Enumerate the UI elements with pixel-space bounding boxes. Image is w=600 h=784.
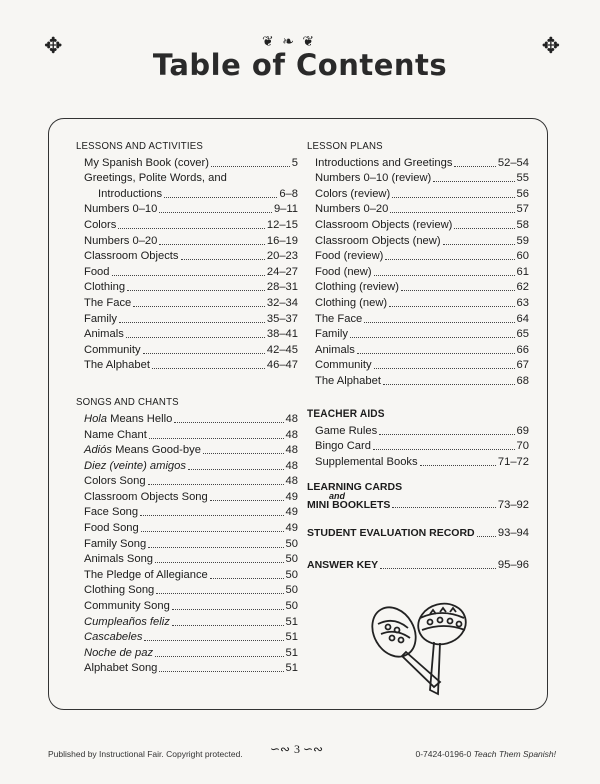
toc-entry-title: The Alphabet bbox=[315, 374, 381, 387]
toc-entry-page: 49 bbox=[285, 490, 298, 503]
dot-leader bbox=[392, 197, 514, 198]
dot-leader bbox=[401, 290, 515, 291]
dot-leader bbox=[380, 568, 496, 569]
toc-entry bbox=[76, 519, 298, 535]
toc-entry-page: 58 bbox=[516, 218, 529, 231]
toc-entry-page: 66 bbox=[516, 343, 529, 356]
toc-entry-title: Family bbox=[84, 312, 117, 325]
toc-entry-page: 48 bbox=[285, 459, 298, 472]
toc-entry-title bbox=[84, 490, 208, 504]
toc-entry-page: 48 bbox=[285, 412, 298, 425]
toc-entry bbox=[76, 170, 298, 186]
toc-entry-title-text: Alphabet Song bbox=[84, 662, 158, 675]
dot-leader bbox=[172, 625, 284, 626]
toc-entry bbox=[76, 154, 298, 170]
toc-entry-title: Introductions and Greetings bbox=[315, 156, 453, 169]
toc-entry-page: 16–19 bbox=[266, 234, 298, 247]
dot-leader bbox=[156, 593, 283, 594]
toc-entry bbox=[76, 279, 298, 295]
toc-entry-page: 42–45 bbox=[266, 343, 298, 356]
toc-entry-page: 63 bbox=[516, 296, 529, 309]
toc-entry bbox=[76, 294, 298, 310]
learning-cards-label: LEARNING CARDS bbox=[307, 480, 403, 493]
dot-leader bbox=[141, 531, 284, 532]
toc-entry-page: 68 bbox=[516, 374, 529, 387]
toc-entry bbox=[307, 438, 529, 454]
toc-entry bbox=[76, 232, 298, 248]
toc-entry bbox=[76, 357, 298, 373]
dot-leader bbox=[477, 536, 496, 537]
toc-entry bbox=[76, 488, 298, 504]
section-heading-songs: SONGS AND CHANTS bbox=[76, 396, 179, 409]
toc-entry-page: 50 bbox=[285, 568, 298, 581]
toc-entry-page: 48 bbox=[285, 428, 298, 441]
dot-leader bbox=[420, 465, 496, 466]
dot-leader bbox=[159, 212, 272, 213]
left-column bbox=[76, 138, 298, 675]
learning-cards-page: 73–92 bbox=[497, 498, 529, 511]
answer-key-entry bbox=[307, 556, 529, 572]
toc-entry-italic-title: Cumpleaños feliz bbox=[84, 615, 170, 628]
toc-entry-title: Animals bbox=[84, 328, 124, 341]
toc-entry bbox=[307, 279, 529, 295]
section-heading-teacher-aids: TEACHER AIDS bbox=[307, 407, 385, 420]
dot-leader bbox=[118, 228, 265, 229]
toc-entry bbox=[307, 294, 529, 310]
toc-entry bbox=[76, 248, 298, 264]
toc-entry-page: 5 bbox=[291, 156, 298, 169]
dot-leader bbox=[181, 259, 265, 260]
toc-entry bbox=[307, 357, 529, 373]
evaluation-record-label: STUDENT EVALUATION RECORD bbox=[307, 527, 475, 540]
dot-leader bbox=[350, 337, 515, 338]
toc-entry-page: 64 bbox=[516, 312, 529, 325]
teacher-aids-list bbox=[307, 422, 529, 469]
dot-leader bbox=[210, 500, 284, 501]
toc-entry-title bbox=[84, 505, 138, 519]
toc-entry-title: Bingo Card bbox=[315, 440, 371, 453]
dot-leader bbox=[112, 275, 265, 276]
toc-entry-italic-title: Diez (veinte) amigos bbox=[84, 459, 186, 472]
dot-leader bbox=[143, 353, 265, 354]
evaluation-record-entry bbox=[307, 525, 529, 541]
toc-entry-page: 69 bbox=[516, 424, 529, 437]
toc-entry bbox=[76, 613, 298, 629]
toc-entry-title bbox=[84, 474, 146, 488]
toc-entry-title: Classroom Objects (new) bbox=[315, 234, 441, 247]
dot-leader bbox=[390, 212, 514, 213]
toc-entry-title-text: Means Hello bbox=[107, 412, 173, 425]
right-column bbox=[307, 138, 529, 572]
toc-entry-title bbox=[84, 537, 146, 551]
toc-entry bbox=[76, 551, 298, 567]
toc-entry-title: The Face bbox=[315, 312, 363, 325]
toc-entry-title: The Face bbox=[84, 296, 132, 309]
toc-entry-page: 51 bbox=[285, 631, 298, 644]
toc-entry-title bbox=[84, 599, 170, 613]
toc-entry bbox=[76, 473, 298, 489]
dot-leader bbox=[172, 609, 284, 610]
maracas-illustration bbox=[370, 594, 490, 706]
toc-entry bbox=[76, 442, 298, 458]
toc-entry bbox=[307, 453, 529, 469]
toc-entry-title-text: Colors Song bbox=[84, 475, 146, 488]
toc-entry-page: 32–34 bbox=[266, 296, 298, 309]
book-credit bbox=[415, 749, 556, 759]
toc-entry-title bbox=[84, 646, 153, 660]
toc-entry-title: Colors (review) bbox=[315, 187, 391, 200]
toc-entry bbox=[76, 341, 298, 357]
dot-leader bbox=[210, 578, 284, 579]
toc-entry-title-text: Classroom Objects Song bbox=[84, 490, 208, 503]
dot-leader bbox=[364, 322, 514, 323]
corner-ornament-left: ✥ bbox=[44, 34, 63, 59]
toc-entry-title bbox=[84, 443, 201, 457]
learning-cards-entry bbox=[307, 481, 529, 511]
toc-entry bbox=[307, 201, 529, 217]
answer-key-page: 95–96 bbox=[497, 558, 529, 571]
page-title: Table of Contents bbox=[152, 48, 448, 82]
dot-leader bbox=[164, 197, 277, 198]
toc-entry-title: Numbers 0–20 bbox=[315, 203, 389, 216]
toc-entry-page: 62 bbox=[516, 281, 529, 294]
toc-entry-page: 67 bbox=[516, 359, 529, 372]
dot-leader bbox=[152, 368, 265, 369]
toc-entry-title-text: Clothing Song bbox=[84, 584, 155, 597]
book-title: Teach Them Spanish! bbox=[473, 749, 556, 759]
toc-entry bbox=[76, 201, 298, 217]
toc-entry bbox=[76, 457, 298, 473]
toc-entry-page: 50 bbox=[285, 584, 298, 597]
toc-entry bbox=[307, 170, 529, 186]
dot-leader bbox=[383, 384, 515, 385]
dot-leader bbox=[374, 368, 515, 369]
toc-entry-title: Clothing bbox=[84, 281, 126, 294]
toc-entry-title bbox=[84, 630, 142, 644]
toc-entry bbox=[307, 310, 529, 326]
toc-entry-page: 46–47 bbox=[266, 359, 298, 372]
toc-entry bbox=[76, 504, 298, 520]
toc-entry-title: Game Rules bbox=[315, 424, 378, 437]
toc-entry bbox=[307, 185, 529, 201]
toc-entry-title: Numbers 0–20 bbox=[84, 234, 158, 247]
lessons-list bbox=[76, 154, 298, 372]
toc-entry-title: Community bbox=[84, 343, 141, 356]
toc-entry-page: 49 bbox=[285, 522, 298, 535]
toc-entry bbox=[307, 216, 529, 232]
dot-leader bbox=[203, 453, 284, 454]
toc-entry bbox=[307, 263, 529, 279]
corner-ornament-right: ✥ bbox=[541, 34, 560, 59]
toc-entry-page: 59 bbox=[516, 234, 529, 247]
toc-entry-title bbox=[84, 568, 208, 582]
dot-leader bbox=[454, 228, 514, 229]
toc-entry-page: 71–72 bbox=[497, 455, 529, 468]
dot-leader bbox=[140, 515, 283, 516]
toc-entry-title bbox=[84, 412, 172, 426]
section-heading-lessons: LESSONS AND ACTIVITIES bbox=[76, 140, 203, 152]
toc-entry bbox=[307, 248, 529, 264]
toc-entry-title: Food (review) bbox=[315, 250, 384, 263]
toc-entry-title: Food bbox=[84, 265, 110, 278]
toc-entry-page: 51 bbox=[285, 646, 298, 659]
toc-entry bbox=[307, 341, 529, 357]
toc-entry bbox=[76, 310, 298, 326]
dot-leader bbox=[454, 166, 495, 167]
dot-leader bbox=[379, 434, 514, 435]
toc-entry bbox=[307, 154, 529, 170]
dot-leader bbox=[357, 353, 515, 354]
toc-entry-title-text: Food Song bbox=[84, 522, 139, 535]
toc-entry-page: 57 bbox=[516, 203, 529, 216]
evaluation-record-page: 93–94 bbox=[497, 527, 529, 540]
top-ornament: ❦ ❧ ❦ bbox=[262, 34, 317, 50]
toc-entry-title: Greetings, Polite Words, and bbox=[84, 172, 227, 185]
toc-entry bbox=[76, 426, 298, 442]
toc-entry-page: 51 bbox=[285, 615, 298, 628]
learning-cards-and: and bbox=[329, 490, 346, 501]
toc-entry-italic-title: Adiós bbox=[84, 444, 112, 457]
toc-entry-title-text: Community Song bbox=[84, 600, 170, 613]
dot-leader bbox=[159, 671, 283, 672]
dot-leader bbox=[155, 656, 284, 657]
toc-entry-italic-title: Noche de paz bbox=[84, 646, 154, 659]
dot-leader bbox=[389, 306, 514, 307]
publisher-credit: Published by Instructional Fair. Copyright protected. bbox=[48, 749, 243, 759]
toc-entry-page: 35–37 bbox=[266, 312, 298, 325]
toc-entry-page: 20–23 bbox=[266, 250, 298, 263]
dot-leader bbox=[188, 469, 284, 470]
answer-key-label: ANSWER KEY bbox=[307, 558, 379, 571]
toc-entry-page: 48 bbox=[285, 444, 298, 457]
toc-entry-page: 60 bbox=[516, 250, 529, 263]
toc-entry-title: Classroom Objects bbox=[84, 250, 179, 263]
dot-leader bbox=[374, 275, 515, 276]
section-heading-lesson-plans: LESSON PLANS bbox=[307, 140, 383, 152]
toc-entry-title: Numbers 0–10 (review) bbox=[315, 172, 432, 185]
toc-entry-page: 50 bbox=[285, 600, 298, 613]
toc-entry-page: 55 bbox=[516, 172, 529, 185]
dot-leader bbox=[126, 337, 265, 338]
toc-entry-title: Family bbox=[315, 328, 348, 341]
toc-entry-title: Animals bbox=[315, 343, 355, 356]
dot-leader bbox=[148, 547, 283, 548]
toc-entry-title-text: Family Song bbox=[84, 537, 147, 550]
dot-leader bbox=[133, 306, 265, 307]
toc-entry-page: 9–11 bbox=[273, 203, 298, 216]
dot-leader bbox=[144, 640, 283, 641]
toc-entry-title: Colors bbox=[84, 218, 117, 231]
dot-leader bbox=[373, 449, 515, 450]
dot-leader bbox=[174, 422, 283, 423]
toc-entry-title-text: Means Good-bye bbox=[112, 444, 201, 457]
page-number-ornament-left: ∽∾ bbox=[270, 742, 294, 756]
page-number-ornament-right: ∽∾ bbox=[302, 742, 324, 756]
toc-entry bbox=[76, 185, 298, 201]
toc-entry bbox=[307, 232, 529, 248]
toc-entry-title bbox=[84, 661, 157, 675]
toc-entry-page: 50 bbox=[285, 553, 298, 566]
toc-entry-title bbox=[84, 552, 153, 566]
toc-entry-page: 56 bbox=[516, 187, 529, 200]
toc-entry-title: Introductions bbox=[98, 187, 163, 200]
toc-entry bbox=[76, 216, 298, 232]
toc-entry-page: 12–15 bbox=[266, 218, 298, 231]
toc-entry bbox=[76, 597, 298, 613]
dot-leader bbox=[148, 484, 284, 485]
toc-entry-title bbox=[84, 615, 170, 629]
dot-leader bbox=[392, 507, 495, 508]
toc-entry-title: My Spanish Book (cover) bbox=[84, 156, 209, 169]
toc-entry-page: 65 bbox=[516, 328, 529, 341]
toc-entry bbox=[307, 326, 529, 342]
toc-entry-page: 52–54 bbox=[497, 156, 529, 169]
mini-booklets-label: MINI BOOKLETS bbox=[307, 498, 391, 511]
toc-entry-title: Clothing (review) bbox=[315, 281, 399, 294]
dot-leader bbox=[155, 562, 284, 563]
toc-entry-title bbox=[84, 428, 147, 442]
toc-entry bbox=[76, 582, 298, 598]
dot-leader bbox=[159, 244, 264, 245]
toc-entry-title bbox=[84, 521, 139, 535]
toc-entry-page: 70 bbox=[516, 440, 529, 453]
toc-entry-title-text: The Pledge of Allegiance bbox=[84, 568, 208, 581]
toc-entry bbox=[76, 326, 298, 342]
toc-entry-page: 49 bbox=[285, 506, 298, 519]
toc-entry bbox=[76, 535, 298, 551]
toc-entry bbox=[76, 263, 298, 279]
toc-entry-italic-title: Cascabeles bbox=[84, 631, 143, 644]
dot-leader bbox=[119, 322, 265, 323]
dot-leader bbox=[127, 290, 265, 291]
isbn: 0-7424-0196-0 bbox=[415, 749, 472, 759]
toc-entry-page: 48 bbox=[285, 475, 298, 488]
dot-leader bbox=[385, 259, 514, 260]
lesson-plans-list bbox=[307, 154, 529, 388]
toc-entry-italic-title: Hola bbox=[84, 412, 108, 425]
toc-entry-title: Supplemental Books bbox=[315, 455, 418, 468]
toc-entry-page: 28–31 bbox=[266, 281, 298, 294]
toc-entry-page: 38–41 bbox=[266, 328, 298, 341]
toc-entry-page: 61 bbox=[516, 265, 529, 278]
toc-entry-title bbox=[84, 583, 154, 597]
toc-entry bbox=[76, 410, 298, 426]
toc-entry bbox=[76, 660, 298, 676]
toc-entry-title-text: Face Song bbox=[84, 506, 139, 519]
dot-leader bbox=[149, 438, 284, 439]
toc-entry bbox=[307, 422, 529, 438]
toc-entry-title: Numbers 0–10 bbox=[84, 203, 158, 216]
toc-entry-page: 6–8 bbox=[279, 187, 298, 200]
toc-entry-page: 50 bbox=[285, 537, 298, 550]
toc-entry bbox=[76, 566, 298, 582]
toc-entry-title: The Alphabet bbox=[84, 359, 150, 372]
dot-leader bbox=[443, 244, 515, 245]
toc-entry-title: Food (new) bbox=[315, 265, 372, 278]
toc-entry-title: Clothing (new) bbox=[315, 296, 388, 309]
dot-leader bbox=[211, 166, 290, 167]
toc-entry-title bbox=[84, 459, 186, 473]
toc-entry bbox=[307, 372, 529, 388]
toc-entry-page: 51 bbox=[285, 662, 298, 675]
songs-list bbox=[76, 410, 298, 675]
toc-entry-page: 24–27 bbox=[266, 265, 298, 278]
toc-entry-title-text: Name Chant bbox=[84, 428, 147, 441]
toc-entry-title-text: Animals Song bbox=[84, 553, 154, 566]
page-number bbox=[270, 742, 323, 757]
toc-entry-title: Classroom Objects (review) bbox=[315, 218, 453, 231]
page-number-value: 3 bbox=[293, 742, 300, 756]
toc-entry bbox=[76, 644, 298, 660]
toc-entry-title: Community bbox=[315, 359, 372, 372]
dot-leader bbox=[433, 181, 514, 182]
toc-entry bbox=[76, 629, 298, 645]
